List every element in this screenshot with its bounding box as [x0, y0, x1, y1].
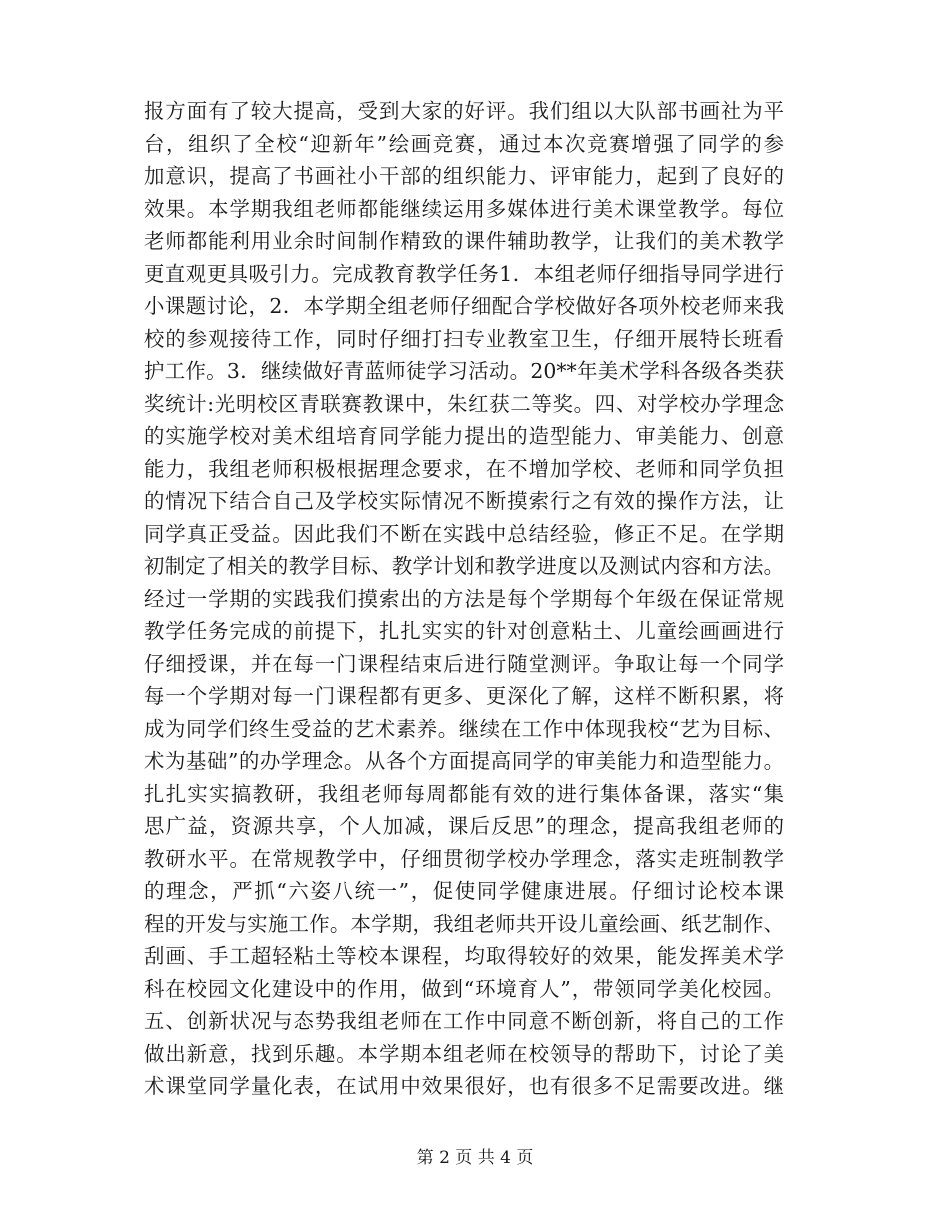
text-line: 护工作。3．继续做好青蓝师徒学习活动。20**年美术学科各级各类获 — [144, 359, 784, 383]
text-line: 的情况下结合自己及学校实际情况不断摸索行之有效的操作方法，让 — [144, 489, 784, 513]
body-text — [144, 95, 784, 1103]
text-line: 报方面有了较大提高，受到大家的好评。我们组以大队部书画社为平 — [144, 99, 784, 123]
text-line: 扎扎实实搞教研，我组老师每周都能有效的进行集体备课，落实“集 — [144, 781, 784, 806]
text-line: 教研水平。在常规教学中，仔细贯彻学校办学理念，落实走班制教学 — [144, 846, 784, 871]
text-line: 台，组织了全校“迎新年”绘画竞赛，通过本次竞赛增强了同学的参 — [144, 131, 784, 156]
text-line: 初制定了相关的教学目标、教学计划和教学进度以及测试内容和方法。 — [144, 554, 784, 578]
text-line: 成为同学们终生受益的艺术素养。继续在工作中体现我校“艺为目标、 — [144, 716, 784, 741]
text-line: 每一个学期对每一门课程都有更多、更深化了解，这样不断积累，将 — [144, 684, 784, 708]
text-line: 程的开发与实施工作。本学期，我组老师共开设儿童绘画、纸艺制作、 — [144, 911, 784, 936]
text-line: 教学任务完成的前提下，扎扎实实的针对创意粘土、儿童绘画画进行 — [144, 619, 784, 643]
text-line: 同学真正受益。因此我们不断在实践中总结经验，修正不足。在学期 — [144, 521, 784, 546]
text-line: 加意识，提高了书画社小干部的组织能力、评审能力，起到了良好的 — [144, 164, 784, 188]
text-line: 的理念，严抓“六姿八统一”，促使同学健康进展。仔细讨论校本课 — [144, 879, 784, 903]
text-line: 的实施学校对美术组培育同学能力提出的造型能力、审美能力、创意 — [144, 424, 784, 448]
text-line: 经过一学期的实践我们摸索出的方法是每个学期每个年级在保证常规 — [144, 586, 784, 611]
text-line: 校的参观接待工作，同时仔细打扫专业教室卫生，仔细开展特长班看 — [144, 326, 784, 351]
text-line: 效果。本学期我组老师都能继续运用多媒体进行美术课堂教学。每位 — [144, 196, 784, 221]
text-line: 老师都能利用业余时间制作精致的课件辅助教学，让我们的美术教学 — [144, 229, 784, 253]
text-line: 术课堂同学量化表，在试用中效果很好，也有很多不足需要改进。继 — [144, 1074, 784, 1098]
text-line: 思广益，资源共享，个人加减，课后反思”的理念，提高我组老师的 — [144, 814, 784, 838]
text-line: 小课题讨论，2．本学期全组老师仔细配合学校做好各项外校老师来我 — [144, 294, 784, 318]
text-line: 术为基础”的办学理念。从各个方面提高同学的审美能力和造型能力。 — [144, 749, 784, 773]
text-line: 刮画、手工超轻粘土等校本课程，均取得较好的效果，能发挥美术学 — [144, 944, 784, 968]
text-line: 五、创新状况与态势我组老师在工作中同意不断创新，将自己的工作 — [144, 1009, 784, 1033]
page-number-footer: 第 2 页 共 4 页 — [416, 1148, 534, 1168]
text-line: 奖统计:光明校区青联赛教课中，朱红获二等奖。四、对学校办学理念 — [144, 391, 784, 416]
text-line: 能力，我组老师积极根据理念要求，在不增加学校、老师和同学负担 — [144, 456, 784, 481]
text-line: 做出新意，找到乐趣。本学期本组老师在校领导的帮助下，讨论了美 — [144, 1041, 784, 1066]
text-line: 科在校园文化建设中的作用，做到“环境育人”，带领同学美化校园。 — [144, 976, 784, 1001]
text-line: 仔细授课，并在每一门课程结束后进行随堂测评。争取让每一个同学 — [144, 651, 784, 676]
text-line: 更直观更具吸引力。完成教育教学任务1．本组老师仔细指导同学进行 — [144, 261, 784, 286]
